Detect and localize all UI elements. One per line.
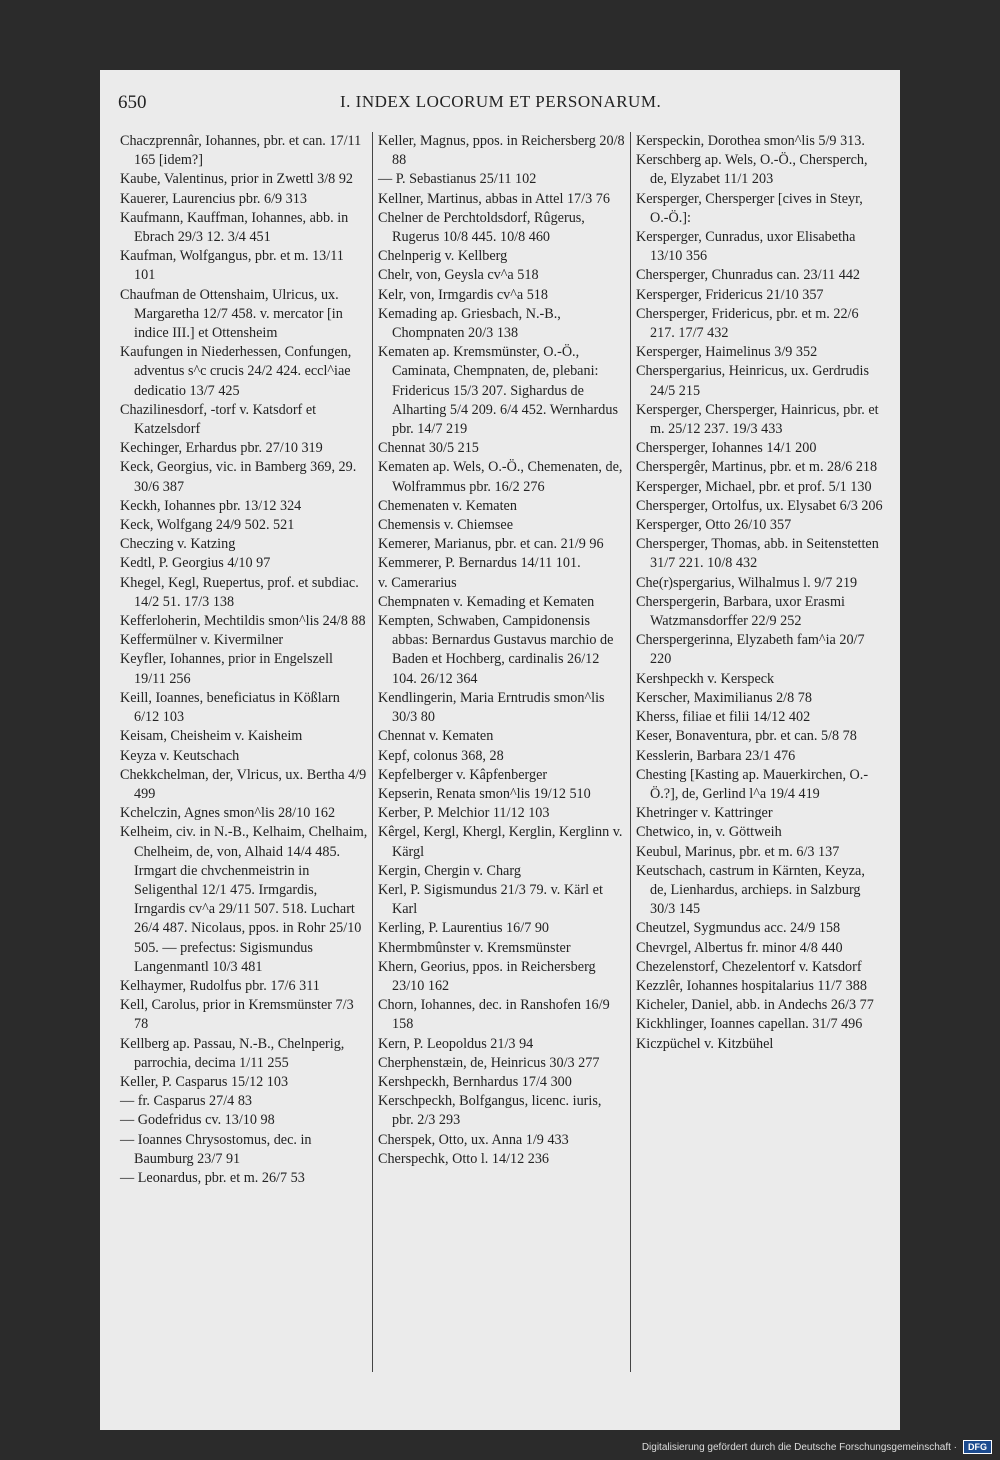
index-entry: Kersperger, Otto 26/10 357 bbox=[636, 517, 792, 534]
index-entry: Kersperger, Chersperger, Hainricus, pbr. et m. 25/12 237. 19/3 433 bbox=[636, 401, 879, 438]
index-column-2 bbox=[378, 132, 626, 1169]
index-entry: Kelr, von, Irmgardis cv^a 518 bbox=[378, 286, 548, 303]
dfg-logo: DFG bbox=[963, 1440, 992, 1454]
index-entry: Kershpeckh v. Kerspeck bbox=[636, 670, 775, 687]
page-number: 650 bbox=[118, 92, 147, 113]
index-entry: Khetringer v. Kattringer bbox=[636, 805, 773, 822]
index-entry: Kefferloherin, Mechtildis smon^lis 24/8 88 bbox=[120, 613, 366, 630]
funding-footer bbox=[642, 1440, 992, 1454]
index-entry: Checzing v. Katzing bbox=[120, 536, 236, 553]
index-entry: Kempten, Schwaben, Campidonensis abbas: Bernardus Gustavus marchio de Baden et Hochberg, cardinalis 26/12 104. 26/12 364 bbox=[378, 613, 614, 687]
index-entry: Kerber, P. Melchior 11/12 103 bbox=[378, 805, 550, 822]
index-entry: Chemenaten v. Kematen bbox=[378, 497, 517, 514]
index-entry: Cheutzel, Sygmundus acc. 24/9 158 bbox=[636, 920, 841, 937]
index-entry: Keyfler, Iohannes, prior in Engelszell 19/11 256 bbox=[120, 651, 333, 687]
index-entry: Kesslerin, Barbara 23/1 476 bbox=[636, 747, 796, 764]
index-entry: Keckh, Iohannes pbr. 13/12 324 bbox=[120, 497, 302, 514]
index-entry: Cherspergêr, Martinus, pbr. et m. 28/6 218 bbox=[636, 459, 878, 476]
index-entry: Kell, Carolus, prior in Kremsmünster 7/3 78 bbox=[120, 997, 354, 1033]
index-entry: Kaube, Valentinus, prior in Zwettl 3/8 92 bbox=[120, 171, 354, 188]
index-entry: Keller, Magnus, ppos. in Reichersberg 20/8 88 bbox=[378, 133, 625, 169]
index-entry: Chersperger, Fridericus, pbr. et m. 22/6 217. 17/7 432 bbox=[636, 305, 859, 342]
index-entry: Kematen ap. Kremsmünster, O.-Ö., Caminata, Chempnaten, de, plebani: Fridericus 15/3 207. Sighardus de Alharting 5/4 209. 6/4 452. Wernhardus pbr. 14/7 219 bbox=[378, 344, 618, 438]
index-entry: Chorn, Iohannes, dec. in Ranshofen 16/9 158 bbox=[378, 997, 610, 1033]
index-entry: Chelner de Perchtoldsdorf, Rûgerus, Rugerus 10/8 445. 10/8 460 bbox=[378, 209, 585, 246]
index-entry: Keyza v. Keutschach bbox=[120, 747, 240, 764]
index-entry: — fr. Casparus 27/4 83 bbox=[120, 1093, 253, 1110]
index-entry: Keubul, Marinus, pbr. et m. 6/3 137 bbox=[636, 843, 840, 860]
index-entry: Chersperger, Thomas, abb. in Seitenstetten 31/7 221. 10/8 432 bbox=[636, 536, 879, 572]
index-entry: Cherphenstæin, de, Heinricus 30/3 277 bbox=[378, 1054, 600, 1071]
index-entry: Kiczpüchel v. Kitzbühel bbox=[636, 1035, 774, 1052]
index-entry: Kêrgel, Kergl, Khergl, Kerglin, Kerglinn v. Kärgl bbox=[378, 824, 623, 860]
index-entry: Chemensis v. Chiemsee bbox=[378, 517, 514, 534]
index-entry: Chelr, von, Geysla cv^a 518 bbox=[378, 267, 539, 284]
index-entry: Kersperger, Haimelinus 3/9 352 bbox=[636, 344, 818, 361]
index-entry: Keck, Georgius, vic. in Bamberg 369, 29. 30/6 387 bbox=[120, 459, 357, 495]
index-entry: Kern, P. Leopoldus 21/3 94 bbox=[378, 1035, 534, 1052]
index-entry: Kersperger, Cunradus, uxor Elisabetha 13/10 356 bbox=[636, 229, 856, 265]
index-entry: Keller, P. Casparus 15/12 103 bbox=[120, 1073, 289, 1090]
index-entry: Kerspeckin, Dorothea smon^lis 5/9 313. bbox=[636, 133, 865, 149]
index-entry: Chetwico, in, v. Göttweih bbox=[636, 824, 782, 841]
index-entry: Kerl, P. Sigismundus 21/3 79. v. Kärl et Karl bbox=[378, 881, 603, 918]
index-entry: Kellberg ap. Passau, N.-B., Chelnperig, parrochia, decima 1/11 255 bbox=[120, 1035, 345, 1071]
index-entry: Khermbmûnster v. Kremsmünster bbox=[378, 939, 571, 956]
funding-text: Digitalisierung gefördert durch die Deutsche Forschungsgemeinschaft · bbox=[641, 1441, 957, 1453]
index-entry: Kechinger, Erhardus pbr. 27/10 319 bbox=[120, 440, 323, 457]
index-entry: Chempnaten v. Kemading et Kematen bbox=[378, 593, 595, 610]
index-entry: Chevrgel, Albertus fr. minor 4/8 440 bbox=[636, 939, 843, 956]
index-entry: Chaczprennâr, Iohannes, pbr. et can. 17/11 165 [idem?] bbox=[120, 133, 362, 169]
index-entry: — Leonardus, pbr. et m. 26/7 53 bbox=[120, 1169, 305, 1186]
index-entry: Kepfelberger v. Kâpfenberger bbox=[378, 766, 548, 783]
index-entry: Kelheim, civ. in N.-B., Kelhaim, Chelhaim, Chelheim, de, von, Alhaid 14/4 485. Irmgart die chvchenmeistrin in Seligenthal 12/1 475. Irmgardis, Irngardis cv^a 29/11 507. 518. Luchart 26/4 487. Nicolaus, ppos. in Rohr 25/10 505. — prefectus: Sigismundus Langenmantl 10/3 481 bbox=[120, 824, 368, 975]
column-rule bbox=[372, 132, 373, 1372]
index-entry: Kchelczin, Agnes smon^lis 28/10 162 bbox=[120, 805, 336, 822]
index-entry: Chelnperig v. Kellberg bbox=[378, 248, 508, 265]
index-entry: Chennat v. Kematen bbox=[378, 728, 494, 745]
index-entry: Keutschach, castrum in Kärnten, Keyza, de, Lienhardus, archieps. in Salzburg 30/3 145 bbox=[636, 862, 865, 918]
index-entry: Cherspechk, Otto l. 14/12 236 bbox=[378, 1150, 550, 1167]
index-entry: Kerschpeckh, Bolfgangus, licenc. iuris, pbr. 2/3 293 bbox=[378, 1093, 602, 1129]
index-entry: Kemmerer, P. Bernardus 14/11 101. bbox=[378, 555, 581, 572]
index-entry: Keill, Ioannes, beneficiatus in Kößlarn 6/12 103 bbox=[120, 689, 340, 726]
index-entry: Kerscher, Maximilianus 2/8 78 bbox=[636, 689, 812, 706]
index-entry: Kendlingerin, Maria Erntrudis smon^lis 30/3 80 bbox=[378, 689, 605, 726]
scanned-page bbox=[100, 70, 900, 1430]
index-entry: — P. Sebastianus 25/11 102 bbox=[378, 171, 537, 188]
index-entry: Kemading ap. Griesbach, N.-B., Chompnaten 20/3 138 bbox=[378, 305, 561, 342]
index-entry: Kerschberg ap. Wels, O.-Ö., Chersperch, de, Elyzabet 11/1 203 bbox=[636, 152, 868, 188]
index-column-1 bbox=[120, 132, 368, 1188]
index-entry: Chennat 30/5 215 bbox=[378, 440, 479, 457]
index-entry: Cherspergerinna, Elyzabeth fam^ia 20/7 220 bbox=[636, 632, 865, 668]
index-entry: Che(r)spergarius, Wilhalmus l. 9/7 219 bbox=[636, 574, 858, 591]
running-title: I. INDEX LOCORUM ET PERSONARUM. bbox=[340, 92, 662, 111]
index-entry: Keck, Wolfgang 24/9 502. 521 bbox=[120, 517, 295, 534]
index-entry: Khegel, Kegl, Ruepertus, prof. et subdiac. 14/2 51. 17/3 138 bbox=[120, 574, 359, 610]
index-entry: Kerling, P. Laurentius 16/7 90 bbox=[378, 920, 550, 937]
index-entry: Kauerer, Laurencius pbr. 6/9 313 bbox=[120, 190, 307, 207]
index-entry: Kepserin, Renata smon^lis 19/12 510 bbox=[378, 785, 591, 802]
index-entry: Chersperger, Chunradus can. 23/11 442 bbox=[636, 267, 861, 284]
index-entry: Cherspek, Otto, ux. Anna 1/9 433 bbox=[378, 1131, 569, 1148]
index-entry: Keisam, Cheisheim v. Kaisheim bbox=[120, 728, 303, 745]
index-entry: Chesting [Kasting ap. Mauerkirchen, O.-Ö.?], de, Gerlind l^a 19/4 419 bbox=[636, 766, 869, 802]
index-entry: Kersperger, Michael, pbr. et prof. 5/1 130 bbox=[636, 478, 872, 495]
index-entry: Kematen ap. Wels, O.-Ö., Chemenaten, de, Wolframmus pbr. 16/2 276 bbox=[378, 459, 623, 495]
index-column-3 bbox=[636, 132, 884, 1054]
index-entry: Khern, Georius, ppos. in Reichersberg 23/10 162 bbox=[378, 958, 596, 994]
index-entry: Kersperger, Chersperger [cives in Steyr, O.-Ö.]: bbox=[636, 190, 863, 226]
column-rule bbox=[630, 132, 631, 1372]
index-entry: Kedtl, P. Georgius 4/10 97 bbox=[120, 555, 271, 572]
index-entry: Kergin, Chergin v. Charg bbox=[378, 862, 521, 879]
index-entry: Kherss, filiae et filii 14/12 402 bbox=[636, 709, 811, 726]
index-entry: Kicheler, Daniel, abb. in Andechs 26/3 77 bbox=[636, 997, 874, 1014]
index-entry: Kemerer, Marianus, pbr. et can. 21/9 96 bbox=[378, 536, 604, 553]
index-entry: Chaufman de Ottenshaim, Ulricus, ux. Margaretha 12/7 458. v. mercator [in indice III.] et Ottensheim bbox=[120, 286, 343, 342]
index-entry: Kezzlêr, Iohannes hospitalarius 11/7 388 bbox=[636, 977, 867, 994]
index-entry: — Godefridus cv. 13/10 98 bbox=[120, 1112, 275, 1129]
index-entry: Kaufman, Wolfgangus, pbr. et m. 13/11 101 bbox=[120, 248, 344, 284]
index-entry: — Ioannes Chrysostomus, dec. in Baumburg 23/7 91 bbox=[120, 1131, 312, 1167]
index-entry: Chersperger, Ortolfus, ux. Elysabet 6/3 206 bbox=[636, 497, 883, 514]
index-entry: v. Camerarius bbox=[378, 574, 457, 591]
index-entry: Kickhlinger, Ioannes capellan. 31/7 496 bbox=[636, 1016, 863, 1033]
index-entry: Chersperger, Iohannes 14/1 200 bbox=[636, 440, 817, 457]
index-entry: Kepf, colonus 368, 28 bbox=[378, 747, 504, 764]
index-entry: Chekkchelman, der, Vlricus, ux. Bertha 4/9 499 bbox=[120, 766, 367, 802]
index-entry: Cherspergerin, Barbara, uxor Erasmi Watzmansdorffer 22/9 252 bbox=[636, 593, 845, 630]
index-entry: Keser, Bonaventura, pbr. et can. 5/8 78 bbox=[636, 728, 857, 745]
index-entry: Chazilinesdorf, -torf v. Katsdorf et Katzelsdorf bbox=[120, 401, 317, 438]
index-entry: Kaufungen in Niederhessen, Confungen, adventus s^c crucis 24/2 424. eccl^iae dedicatio 13/7 425 bbox=[120, 344, 352, 399]
index-entry: Keffermülner v. Kivermilner bbox=[120, 632, 284, 649]
index-entry: Kershpeckh, Bernhardus 17/4 300 bbox=[378, 1073, 572, 1090]
index-entry: Kellner, Martinus, abbas in Attel 17/3 76 bbox=[378, 190, 610, 207]
index-entry: Chezelenstorf, Chezelentorf v. Katsdorf bbox=[636, 958, 862, 975]
index-entry: Kersperger, Fridericus 21/10 357 bbox=[636, 286, 824, 303]
index-entry: Kaufmann, Kauffman, Iohannes, abb. in Ebrach 29/3 12. 3/4 451 bbox=[120, 209, 349, 246]
index-entry: Cherspergarius, Heinricus, ux. Gerdrudis 24/5 215 bbox=[636, 363, 869, 399]
index-entry: Kelhaymer, Rudolfus pbr. 17/6 311 bbox=[120, 977, 320, 994]
